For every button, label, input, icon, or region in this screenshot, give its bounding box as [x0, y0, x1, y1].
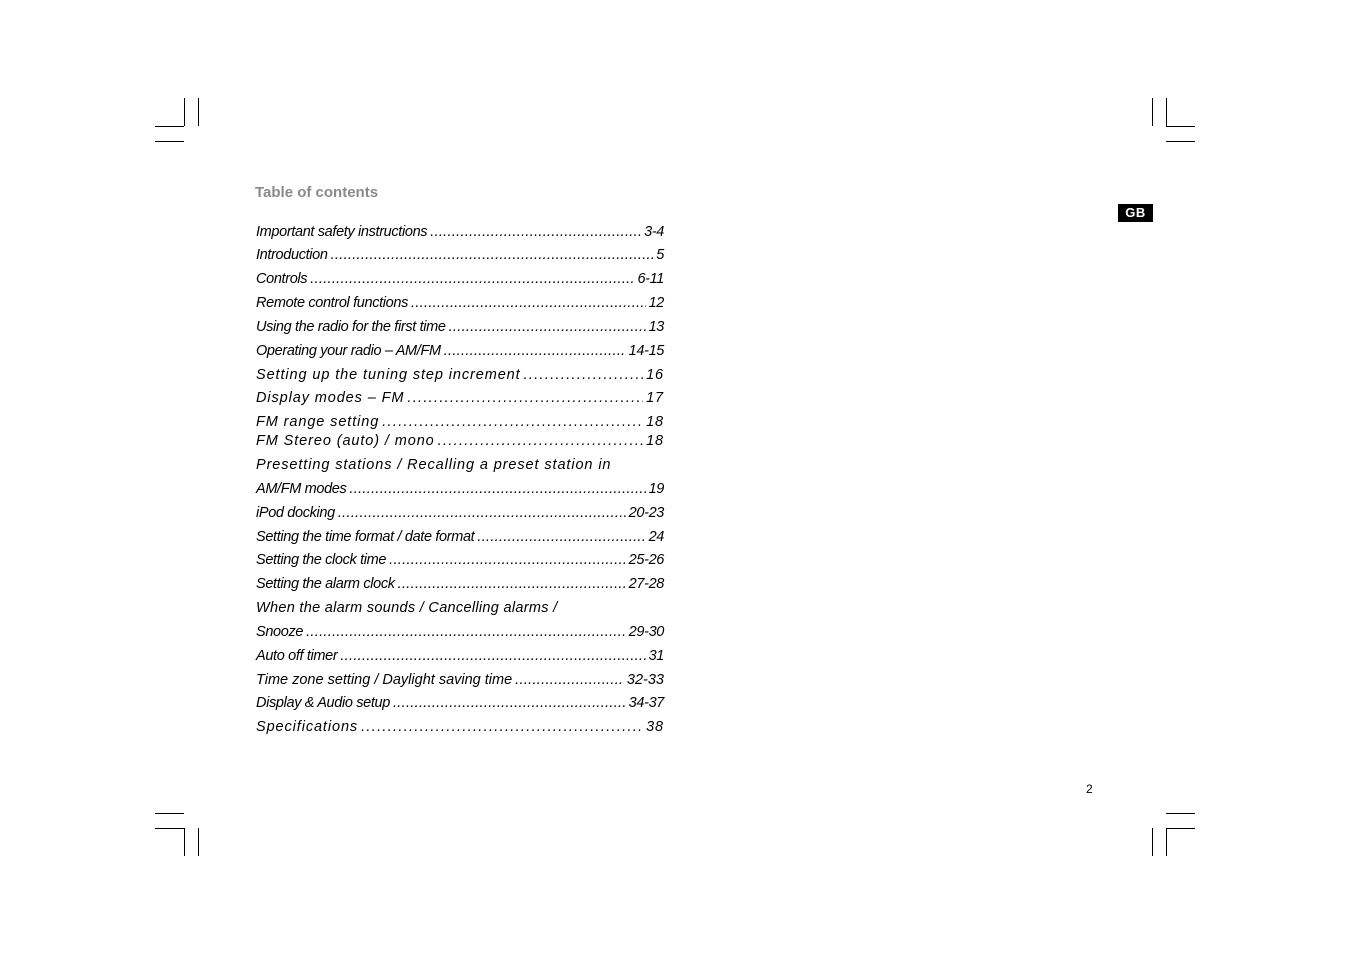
toc-entry-label: FM Stereo (auto) / mono [256, 433, 435, 449]
toc-entry-label: Setting the time format / date format [256, 529, 475, 545]
toc-entry-page: 29-30 [628, 624, 664, 640]
toc-entry-alarm-sounds [256, 598, 664, 618]
toc-entry-label: Snooze [256, 624, 304, 640]
toc-entry-alarm-clock [256, 574, 664, 594]
crop-mark [184, 98, 185, 126]
dot-leader [444, 341, 626, 361]
dot-leader [338, 503, 626, 523]
toc-entry-fm-stereo [256, 431, 664, 451]
dot-leader [382, 412, 643, 432]
dot-leader [398, 574, 626, 594]
dot-leader [524, 365, 644, 385]
toc-entry-page: 5 [656, 247, 664, 263]
toc-entry-display-audio [256, 693, 664, 713]
toc-entry-clock-time [256, 550, 664, 570]
crop-mark [155, 813, 184, 814]
toc-entry-page: 19 [648, 481, 664, 497]
toc-entry-label: Display & Audio setup [256, 695, 390, 711]
crop-mark [1166, 98, 1167, 126]
toc-entry-introduction [256, 245, 664, 265]
toc-entry-fm-range [256, 412, 664, 432]
toc-entry-page: 13 [648, 319, 664, 335]
toc-entry-label: Using the radio for the first time [256, 319, 446, 335]
dot-leader [389, 550, 626, 570]
toc-entry-page: 3-4 [644, 224, 664, 240]
toc-entry-label: Specifications [256, 719, 359, 735]
toc-entry-page: 17 [646, 390, 664, 406]
toc-entry-page: 14-15 [628, 343, 664, 359]
toc-entry-page: 24 [648, 529, 664, 545]
toc-entry-snooze [256, 622, 664, 642]
toc-entry-label: Auto off timer [256, 648, 338, 664]
dot-leader [430, 222, 641, 242]
toc-entry-page: 25-26 [628, 552, 664, 568]
toc-entry-label: Setting up the tuning step increment [256, 367, 521, 383]
toc-entry-specifications [256, 717, 664, 737]
dot-leader [449, 317, 646, 337]
crop-mark [198, 98, 199, 126]
toc-entry-label: When the alarm sounds / Cancelling alarms / [256, 600, 558, 616]
toc-entry-am-fm-modes [256, 479, 664, 499]
crop-mark [1166, 813, 1195, 814]
crop-mark [155, 141, 184, 142]
toc-entry-auto-off-timer [256, 646, 664, 666]
toc-entry-label: AM/FM modes [256, 481, 347, 497]
toc-entry-label: Introduction [256, 247, 328, 263]
toc-entry-page: 38 [646, 719, 664, 735]
toc-entry-label: Remote control functions [256, 295, 408, 311]
toc-entry-label: Controls [256, 271, 308, 287]
crop-mark [198, 828, 199, 856]
dot-leader [515, 670, 624, 690]
crop-mark [1152, 828, 1153, 856]
crop-mark [155, 126, 184, 127]
toc-entry-display-modes [256, 388, 664, 408]
toc-entry-controls [256, 269, 664, 289]
toc-entry-label: iPod docking [256, 505, 335, 521]
language-badge: GB [1118, 204, 1153, 222]
toc-entry-page: 31 [648, 648, 664, 664]
crop-mark [1166, 828, 1195, 829]
toc-entry-label: FM range setting [256, 414, 380, 430]
toc-entry-label: Important safety instructions [256, 224, 428, 240]
dot-leader [393, 693, 626, 713]
toc-entry-safety [256, 222, 664, 242]
crop-mark [1152, 98, 1153, 126]
toc-entry-page: 20-23 [628, 505, 664, 521]
toc-entry-page: 32-33 [626, 672, 664, 688]
toc-entry-page: 34-37 [628, 695, 664, 711]
toc-entry-page: 27-28 [628, 576, 664, 592]
toc-entry-time-zone [256, 670, 664, 690]
toc-entry-first-time [256, 317, 664, 337]
dot-leader [411, 293, 646, 313]
toc-entry-label: Operating your radio – AM/FM [256, 343, 441, 359]
toc-entry-page: 18 [646, 433, 664, 449]
crop-mark [1166, 126, 1195, 127]
dot-leader [361, 717, 643, 737]
toc-entry-page: 6-11 [637, 271, 664, 287]
toc-entry-presetting [256, 455, 664, 475]
crop-mark [1166, 141, 1195, 142]
dot-leader [349, 479, 645, 499]
toc-entry-time-format [256, 527, 664, 547]
toc-heading: Table of contents [255, 184, 379, 201]
dot-leader [331, 245, 654, 265]
dot-leader [477, 527, 645, 547]
toc-entry-label: Presetting stations / Recalling a preset station in [256, 457, 612, 473]
dot-leader [306, 622, 626, 642]
toc-entry-ipod-docking [256, 503, 664, 523]
crop-mark [1166, 828, 1167, 856]
crop-mark [155, 828, 184, 829]
dot-leader [438, 431, 643, 451]
toc-entry-label: Setting the clock time [256, 552, 387, 568]
page-number: 2 [1086, 782, 1093, 796]
toc-entry-page: 18 [646, 414, 664, 430]
toc-entry-tuning-step [256, 365, 664, 385]
crop-mark [184, 828, 185, 856]
dot-leader [310, 269, 634, 289]
toc-entry-page: 12 [648, 295, 664, 311]
dot-leader [407, 388, 643, 408]
toc-entry-label: Setting the alarm clock [256, 576, 395, 592]
toc-entry-label: Display modes – FM [256, 390, 405, 406]
toc-entry-label: Time zone setting / Daylight saving time [256, 672, 513, 688]
toc-entry-operating-radio [256, 341, 664, 361]
toc-entry-page: 16 [646, 367, 664, 383]
toc-entry-remote-control [256, 293, 664, 313]
dot-leader [340, 646, 645, 666]
